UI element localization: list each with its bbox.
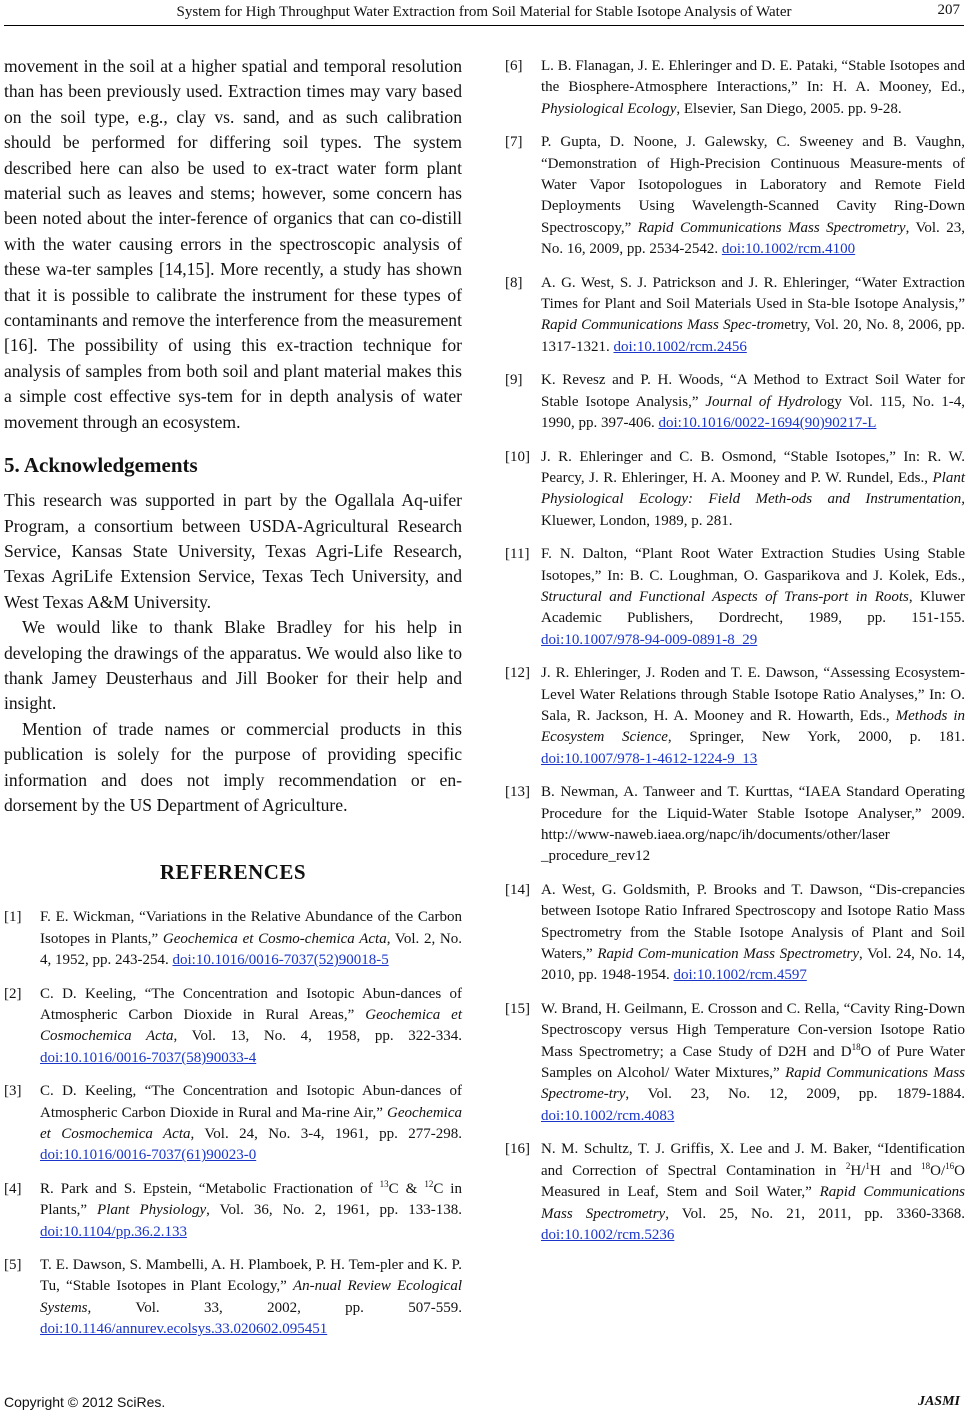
superscript: 12: [424, 1178, 434, 1189]
reference-journal: Geochemica et Cosmochemica Acta: [40, 1104, 462, 1143]
copyright-notice: Copyright © 2012 SciRes.: [4, 1394, 166, 1410]
reference-journal: Plant Physiological Ecology: Field Meth-ods and Instrumentation: [541, 469, 965, 508]
reference-item: [505, 370, 965, 434]
doi-link[interactable]: doi:10.1002/rcm.2456: [613, 338, 747, 355]
running-title: System for High Throughput Water Extraction from Soil Material for Stable Isotope Analysis of Water: [176, 4, 792, 20]
reference-text: A. G. West, S. J. Patrickson and J. R. Ehleringer, “Water Extraction Times for Plant and Soil Materials Used in Sta-ble Isotope Analysis,”: [541, 274, 965, 313]
reference-text: , Vol. 13, No. 4, 1958, pp. 322-334.: [173, 1028, 462, 1045]
page-footer: [0, 1394, 968, 1416]
doi-link[interactable]: doi:10.1002/rcm.5236: [541, 1226, 675, 1243]
reference-number: [12]: [505, 665, 530, 682]
body-paragraph: movement in the soil at a higher spatial and temporal resolution than has been previously used. Extraction times may vary based on the soil type, e.g., clay vs. sand, and as such calibration should be performed for differing soil types. The system described here can also be used to ex-tract water form plant material such as leaves and stems; however, some concern has been noted about the inter-ference of organics that can co-distill with the water causing errors in the spectroscopic analysis of these wa-ter samples [14,15]. More recently, a study has shown that it is possible to calibrate the instrument for these types of contaminants and remove the interference from the measurement [16]. The possibility of using this ex-traction technique for analysis of samples from both soil and plant material makes this a simple cost effective sys-tem for in depth analysis of water movement through an ecosystem.: [4, 56, 462, 432]
doi-link[interactable]: doi:10.1002/rcm.4083: [541, 1107, 675, 1124]
page-header: [0, 0, 968, 28]
reference-text: F. E. Wickman, “Variations in the Relative Abundance of the Carbon Isotopes in Plants,”: [40, 909, 462, 947]
doi-link[interactable]: doi:10.1016/0022-1694(90)90217-L: [658, 415, 877, 432]
reference-text: A. West, G. Goldsmith, P. Brooks and T. Dawson, “Dis-crepancies between Isotope Ratio Infrared Spectroscopy and Isotope Ratio Mass Spectrometry from the Stable Isotope Analysis of Plant and Soil Waters,”: [541, 881, 965, 963]
reference-text: , Kluewer, London, 1989, p. 281.: [541, 491, 965, 529]
reference-text: W. Brand, H. Geilmann, E. Crosson and C. Rella, “Cavity Ring-Down Spectroscopy versus High Temperature Con-version Isotope Ratio Mass Spectrometry; a Case Study of D2H and D: [541, 1000, 965, 1060]
reference-journal: Rapid Communications Mass Spectrome-try: [541, 1065, 966, 1103]
page-number: 207: [937, 2, 960, 18]
reference-text: C. D. Keeling, “The Concentration and Isotopic Abun-dances of Atmospheric Carbon Dioxide in Rural Areas,”: [40, 985, 462, 1023]
reference-journal: Rapid Communications Mass Spectrometry: [541, 1184, 965, 1222]
reference-text: T. E. Dawson, S. Mambelli, A. H. Plamboek, P. H. Tem-pler and K. P. Tu, “Stable Isotopes in Plant Ecology,”: [40, 1257, 462, 1295]
superscript: 1: [865, 1160, 870, 1171]
ack-paragraph: Mention of trade names or commercial products in this publication is solely for the purpose of providing specific information and does not imply recommendation or en-dorsement by the US Department of Agriculture.: [4, 718, 462, 815]
reference-journal: Geochemica et Cosmochemica Acta: [40, 1007, 462, 1045]
reference-text: H and: [869, 1162, 922, 1179]
reference-number: [10]: [505, 448, 530, 465]
references-heading: REFERENCES: [159, 860, 307, 885]
reference-item: [505, 56, 965, 120]
reference-text: O Measured in Leaf, Stem and Soil Water,”: [541, 1162, 965, 1201]
reference-text: B. Newman, A. Tanweer and T. Kurttas, “IAEA Standard Operating Procedure for the Liquid-Water Stable Isotope Analyser,” 2009. http://www-naweb.iaea.org/napc/ih/documents/other/laser _procedure_rev12: [541, 784, 965, 865]
reference-item: [505, 999, 965, 1127]
reference-item: [505, 273, 965, 359]
header-rule: [4, 25, 964, 26]
reference-number: [11]: [505, 546, 530, 563]
reference-number: [14]: [505, 881, 530, 898]
doi-link[interactable]: doi:10.1016/0016-7037(52)90018-5: [172, 952, 389, 969]
reference-number: [6]: [505, 58, 523, 74]
reference-text: , Vol. 36, No. 2, 1961, pp. 133-138.: [206, 1202, 462, 1219]
reference-text: C in Plants,”: [40, 1180, 462, 1219]
right-column: [505, 56, 965, 1258]
reference-journal: An-nual Review Ecological Systems: [40, 1278, 462, 1316]
reference-item: [4, 984, 462, 1070]
reference-text: , Vol. 25, No. 21, 2011, pp. 3360-3368.: [665, 1205, 965, 1222]
reference-text: C. D. Keeling, “The Concentration and Isotopic Abun-dances of Atmospheric Carbon Dioxide in Rural and Ma-rine Air,”: [40, 1083, 462, 1121]
reference-item: [505, 782, 965, 868]
reference-number: [5]: [4, 1257, 22, 1274]
reference-item: [4, 907, 462, 971]
reference-journal: Structural and Functional Aspects of Trans-port in Roots: [541, 588, 909, 605]
reference-text: R. Park and S. Epstein, “Metabolic Fractionation of: [40, 1180, 380, 1197]
reference-text: , Vol. 23, No. 12, 2009, pp. 1879-1884.: [625, 1086, 965, 1103]
doi-link[interactable]: doi:10.1002/rcm.4597: [673, 967, 807, 984]
reference-item: [505, 1139, 965, 1246]
reference-journal: Physiological Ecology: [541, 100, 677, 117]
doi-link[interactable]: doi:10.1104/pp.36.2.133: [40, 1223, 187, 1240]
reference-text: , Springer, New York, 2000, p. 181.: [667, 729, 965, 746]
reference-text: K. Revesz and P. H. Woods, “A Method to Extract Soil Water for Stable Isotope Analysis,”: [541, 372, 965, 410]
reference-text: , Elsevier, San Diego, 2005. pp. 9-28.: [676, 100, 902, 117]
reference-journal: Geochemica et Cosmo-chemica Acta: [162, 930, 387, 947]
doi-link[interactable]: doi:10.1016/0016-7037(61)90023-0: [40, 1147, 257, 1164]
reference-text: C &: [388, 1180, 425, 1197]
reference-item: [4, 1081, 462, 1167]
reference-number: [7]: [505, 134, 523, 151]
doi-link[interactable]: doi:10.1016/0016-7037(58)90033-4: [40, 1049, 257, 1066]
ack-paragraph: This research was supported in part by the Ogallala Aq-uifer Program, a consortium between USDA-Agricultural Research Service, Kansas State University, Texas Agri-Life Research, Texas AgriLife Extension Service, Texas Tech University, and West Texas A&M University.: [4, 490, 462, 612]
reference-journal: Rapid Communications Mass Spectrometry: [637, 219, 906, 236]
reference-number: [16]: [505, 1141, 530, 1158]
reference-text: etry, Vol. 20, No. 8, 2006, pp. 1317-1321.: [541, 317, 965, 355]
section-heading: 5. Acknowledgements: [4, 453, 198, 478]
reference-journal: Methods in Ecosystem Science: [541, 707, 965, 746]
reference-text: J. R. Ehleringer and C. B. Osmond, “Stable Isotopes,” In: R. W. Pearcy, J. R. Ehleringer, H. A. Mooney and P. W. Rundel, Eds.,: [541, 448, 965, 486]
ack-paragraph: We would like to thank Blake Bradley for his help in developing the drawings of the apparatus. We would also like to thank Jamey Deusterhaus and Jill Booker for their help and insight.: [4, 617, 462, 714]
reference-text: ogy Vol. 115, No. 1-4, 1990, pp. 397-406.: [541, 393, 965, 432]
doi-link[interactable]: doi:10.1007/978-1-4612-1224-9_13: [541, 750, 758, 767]
reference-text: F. N. Dalton, “Plant Root Water Extraction Studies Using Stable Isotopes,” In: B. C. Loughman, O. Gasparikova and J. Kolek, Eds.,: [541, 546, 965, 584]
reference-text: N. M. Schultz, T. J. Griffis, X. Lee and J. M. Baker, “Identification and Correction of Spectral Contamination in: [541, 1141, 965, 1179]
doi-link[interactable]: doi:10.1007/978-94-009-0891-8_29: [541, 631, 758, 648]
reference-journal: Rapid Communications Mass Spec-trom: [541, 317, 785, 334]
superscript: 16: [945, 1160, 955, 1171]
reference-text: , Vol. 24, No. 14, 2010, pp. 1948-1954.: [541, 946, 965, 984]
reference-text: , Vol. 33, 2002, pp. 507-559.: [87, 1299, 462, 1316]
left-column: [4, 54, 462, 1353]
reference-text: H/: [850, 1162, 866, 1179]
reference-text: L. B. Flanagan, J. E. Ehleringer and D. E. Pataki, “Stable Isotopes and the Biosphere-Atmosphere Interactions,” In: H. A. Mooney, Ed.,: [541, 58, 965, 96]
reference-text: P. Gupta, D. Noone, J. Galewsky, C. Sweeney and B. Vaughn, “Demonstration of High-Precision Continuous Measure-ments of Water Vapor Isotopologues in Laboratory and Remote Field Deployments Using Wavelength-Scanned Cavity Ring-Down Spectroscopy,”: [541, 134, 965, 236]
reference-journal: Rapid Com-munication Mass Spectrometry: [597, 946, 860, 963]
reference-text: , Vol. 23, No. 16, 2009, pp. 2534-2542.: [541, 219, 965, 258]
reference-text: O of Pure Water Samples on Alcohol/ Water Mixtures,”: [541, 1043, 965, 1082]
reference-number: [13]: [505, 784, 530, 801]
reference-journal: Journal of Hydrol: [705, 393, 820, 410]
reference-text: , Vol. 24, No. 3-4, 1961, pp. 277-298.: [190, 1126, 462, 1143]
superscript: 18: [921, 1160, 931, 1171]
reference-item: [505, 447, 965, 533]
reference-number: [15]: [505, 1000, 530, 1017]
reference-number: [3]: [4, 1083, 22, 1100]
reference-text: , Kluwer Academic Publishers, Dordrecht, 1989, pp. 151-155.: [541, 588, 965, 627]
reference-number: [1]: [4, 909, 22, 926]
reference-number: [8]: [505, 274, 523, 291]
reference-item: [505, 544, 965, 651]
reference-number: [4]: [4, 1180, 22, 1197]
reference-number: [9]: [505, 372, 523, 389]
journal-abbrev: JASMI: [917, 1394, 960, 1409]
reference-item: [505, 880, 965, 987]
reference-item: [4, 1179, 462, 1243]
reference-text: , Vol. 2, No. 4, 1952, pp. 243-254.: [40, 930, 462, 969]
superscript: 18: [851, 1041, 861, 1052]
reference-journal: Plant Physiology: [97, 1202, 207, 1219]
reference-text: J. R. Ehleringer, J. Roden and T. E. Dawson, “Assessing Ecosystem-Level Water Relations through Stable Isotope Ratio Analyses,” In: O. Sala, R. Jackson, H. A. Mooney and R. Howarth, Eds.,: [541, 665, 965, 724]
reference-item: [505, 132, 965, 260]
doi-link[interactable]: doi:10.1146/annurev.ecolsys.33.020602.095451: [40, 1321, 328, 1338]
doi-link[interactable]: doi:10.1002/rcm.4100: [721, 241, 856, 258]
reference-item: [505, 663, 965, 770]
reference-number: [2]: [4, 985, 22, 1002]
reference-text: O/: [930, 1162, 946, 1179]
superscript: 2: [845, 1160, 851, 1171]
reference-item: [4, 1255, 462, 1341]
superscript: 13: [379, 1178, 389, 1189]
